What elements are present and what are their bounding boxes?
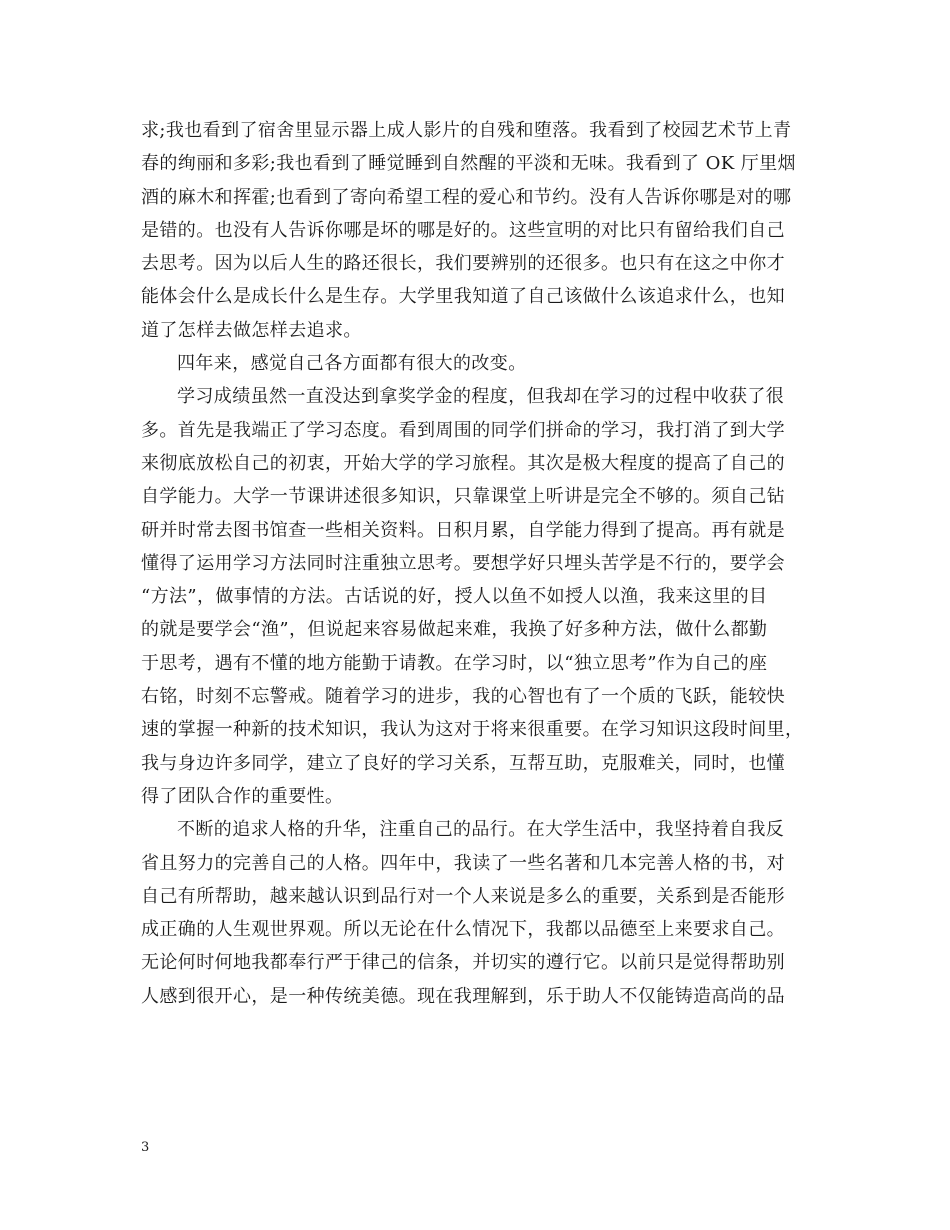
paragraph-1 bbox=[141, 114, 811, 347]
paragraph-line: 人感到很开心，是一种传统美德。现在我理解到，乐于助人不仅能铸造高尚的品 bbox=[141, 985, 785, 1007]
paragraph-line: 无论何时何地我都奉行严于律己的信条，并切实的遵行它。以前只是觉得帮助别 bbox=[141, 952, 785, 974]
paragraph-line: 春的绚丽和多彩;我也看到了睡觉睡到自然醒的平淡和无味。我看到了 OK 厅里烟 bbox=[141, 153, 796, 175]
paragraph-line: 去思考。因为以后人生的路还很长，我们要辨别的还很多。也只有在这之中你才 bbox=[141, 253, 785, 275]
paragraph-line: 不断的追求人格的升华，注重自己的品行。在大学生活中，我坚持着自我反 bbox=[177, 819, 785, 841]
paragraph-line: 自学能力。大学一节课讲述很多知识，只靠课堂上听讲是完全不够的。须自己钻 bbox=[141, 486, 785, 508]
paragraph-line: 于思考，遇有不懂的地方能勤于请教。在学习时，以“独立思考”作为自己的座 bbox=[141, 652, 768, 674]
paragraph-line: 道了怎样去做怎样去追求。 bbox=[141, 319, 362, 341]
paragraph-line: 酒的麻木和挥霍;也看到了寄向希望工程的爱心和节约。没有人告诉你哪是对的哪 bbox=[141, 186, 792, 208]
paragraph-line: 右铭，时刻不忘警戒。随着学习的进步，我的心智也有了一个质的飞跃，能较快 bbox=[141, 686, 785, 708]
paragraph-line: 求;我也看到了宿舍里显示器上成人影片的自残和堕落。我看到了校园艺术节上青 bbox=[141, 120, 792, 141]
paragraph-line: 自己有所帮助，越来越认识到品行对一个人来说是多么的重要，关系到是否能形 bbox=[141, 885, 785, 907]
paragraph-line: 多。首先是我端正了学习态度。看到周围的同学们拼命的学习，我打消了到大学 bbox=[141, 419, 785, 441]
paragraph-line: 四年来，感觉自己各方面都有很大的改变。 bbox=[177, 353, 527, 375]
paragraph-4 bbox=[141, 813, 811, 1013]
paragraph-2 bbox=[141, 347, 811, 380]
paragraph-line: 速的掌握一种新的技术知识，我认为这对于将来很重要。在学习知识这段时间里， bbox=[141, 719, 804, 741]
paragraph-line: 的就是要学会“渔”，但说起来容易做起来难，我换了好多种方法，做什么都勤 bbox=[141, 619, 768, 641]
paragraph-line: 省且努力的完善自己的人格。四年中，我读了一些名著和几本完善人格的书，对 bbox=[141, 852, 785, 874]
paragraph-line: 研并时常去图书馆查一些相关资料。日积月累，自学能力得到了提高。再有就是 bbox=[141, 519, 785, 541]
paragraph-line: 成正确的人生观世界观。所以无论在什么情况下，我都以品德至上来要求自己。 bbox=[141, 919, 785, 941]
document-body bbox=[141, 114, 811, 1013]
paragraph-line: 我与身边许多同学，建立了良好的学习关系，互帮互助，克服难关，同时，也懂 bbox=[141, 752, 785, 774]
paragraph-line: 懂得了运用学习方法同时注重独立思考。要想学好只埋头苦学是不行的，要学会 bbox=[141, 552, 785, 574]
paragraph-line: 能体会什么是成长什么是生存。大学里我知道了自己该做什么该追求什么，也知 bbox=[141, 286, 785, 308]
paragraph-line: “方法”，做事情的方法。古话说的好，授人以鱼不如授人以渔，我来这里的目 bbox=[141, 586, 768, 608]
paragraph-3 bbox=[141, 380, 811, 813]
paragraph-line: 是错的。也没有人告诉你哪是坏的哪是好的。这些宣明的对比只有留给我们自己 bbox=[141, 219, 785, 241]
paragraph-line: 学习成绩虽然一直没达到拿奖学金的程度，但我却在学习的过程中收获了很 bbox=[177, 386, 785, 408]
paragraph-line: 来彻底放松自己的初衷，开始大学的学习旅程。其次是极大程度的提高了自己的 bbox=[141, 452, 785, 474]
page-number: 3 bbox=[141, 1140, 150, 1155]
paragraph-line: 得了团队合作的重要性。 bbox=[141, 785, 344, 807]
